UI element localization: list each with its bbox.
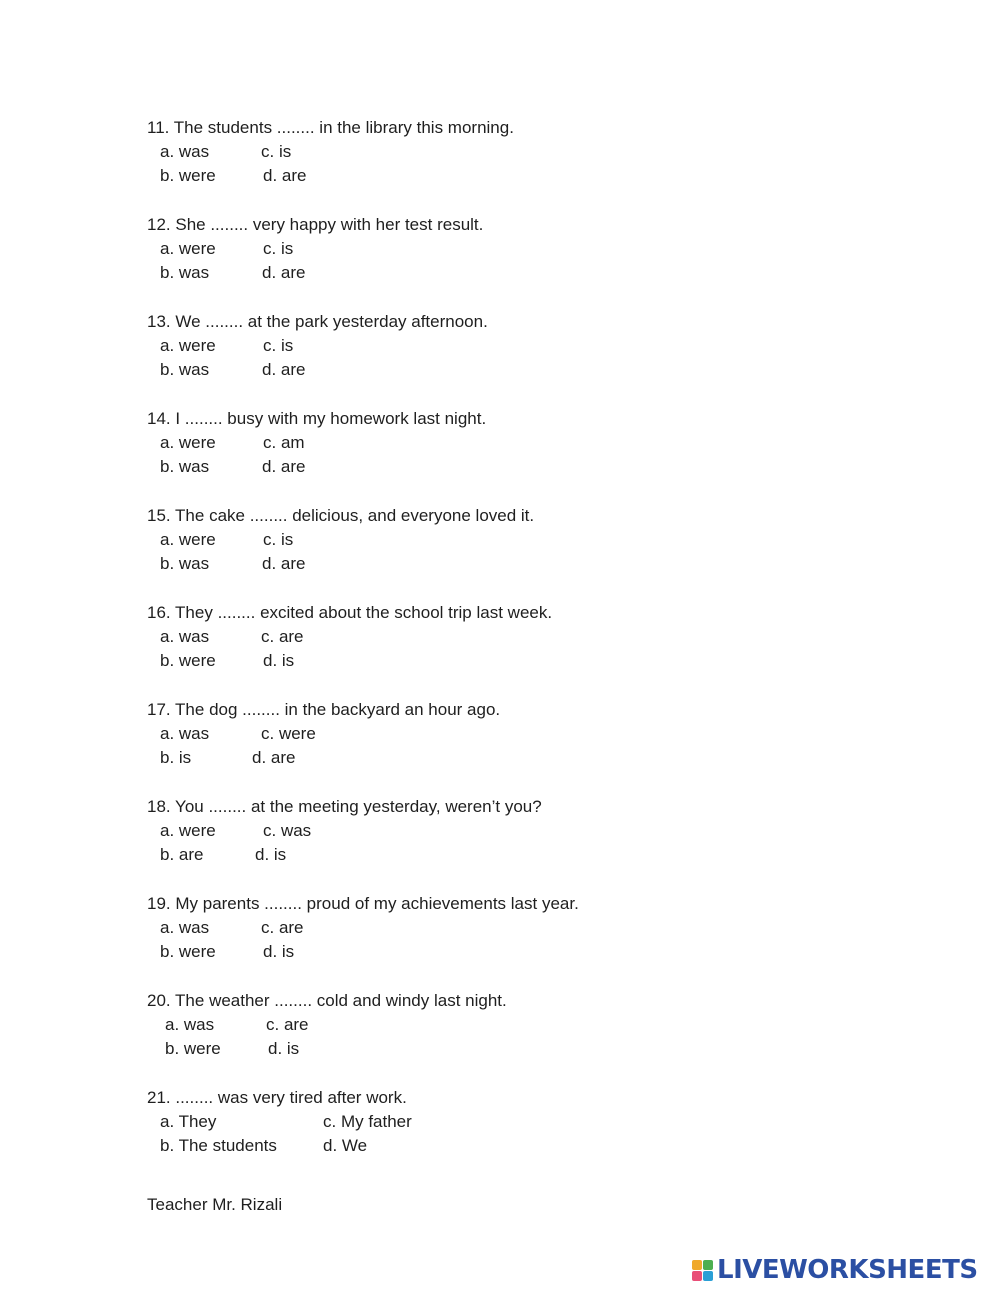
options-row-2 [147, 261, 847, 285]
brand-name: LIVEWORKSHEETS [717, 1255, 978, 1285]
logo-square-2 [703, 1260, 713, 1270]
options-row-2 [147, 649, 847, 673]
options-row-2 [147, 940, 847, 964]
option-c[interactable]: c. am [263, 433, 305, 452]
question-text: 17. The dog ........ in the backyard an hour ago. [147, 700, 501, 719]
options-row-1 [147, 916, 847, 940]
question-14 [147, 407, 847, 504]
liveworksheets-brand[interactable] [692, 1255, 978, 1285]
question-text: 16. They ........ excited about the school trip last week. [147, 603, 553, 622]
option-c[interactable]: c. are [261, 918, 304, 937]
options-row-1 [147, 237, 847, 261]
option-a[interactable]: a. were [160, 530, 216, 549]
options-row-1 [147, 819, 847, 843]
option-d[interactable]: d. are [262, 360, 306, 379]
option-a[interactable]: a. was [160, 142, 210, 161]
question-text: 15. The cake ........ delicious, and everyone loved it. [147, 506, 535, 525]
option-c[interactable]: c. is [263, 239, 294, 258]
question-11 [147, 116, 847, 213]
option-d[interactable]: d. is [268, 1039, 300, 1058]
option-a[interactable]: a. was [160, 918, 210, 937]
option-b[interactable]: b. are [160, 845, 204, 864]
question-18 [147, 795, 847, 892]
options-row-1 [147, 431, 847, 455]
option-b[interactable]: b. were [160, 166, 216, 185]
option-c[interactable]: c. was [263, 821, 312, 840]
option-a[interactable]: a. They [160, 1112, 217, 1131]
option-d[interactable]: d. are [263, 166, 307, 185]
options-row-2 [147, 455, 847, 479]
option-b[interactable]: b. were [160, 651, 216, 670]
option-c[interactable]: c. were [261, 724, 316, 743]
option-c[interactable]: c. is [261, 142, 292, 161]
question-16 [147, 601, 847, 698]
logo-square-3 [692, 1271, 702, 1281]
option-a[interactable]: a. were [160, 239, 216, 258]
options-row-2 [147, 1037, 847, 1061]
options-row-2 [147, 843, 847, 867]
question-20 [147, 989, 847, 1086]
options-row-2 [147, 552, 847, 576]
option-c[interactable]: c. is [263, 530, 294, 549]
option-c[interactable]: c. is [263, 336, 294, 355]
option-d[interactable]: d. are [262, 263, 306, 282]
question-list [147, 116, 847, 1183]
option-a[interactable]: a. were [160, 433, 216, 452]
options-row-1 [147, 1013, 847, 1037]
question-17 [147, 698, 847, 795]
option-b[interactable]: b. The students [160, 1136, 277, 1155]
teacher-name: Teacher Mr. Rizali [147, 1195, 283, 1214]
option-c[interactable]: c. are [266, 1015, 309, 1034]
question-12 [147, 213, 847, 310]
question-21 [147, 1086, 847, 1183]
question-text: 11. The students ........ in the library this morning. [147, 118, 514, 137]
option-b[interactable]: b. were [165, 1039, 221, 1058]
option-a[interactable]: a. were [160, 821, 216, 840]
option-a[interactable]: a. was [160, 627, 210, 646]
question-text: 14. I ........ busy with my homework last night. [147, 409, 487, 428]
question-text: 21. ........ was very tired after work. [147, 1088, 407, 1107]
question-15 [147, 504, 847, 601]
question-text: 13. We ........ at the park yesterday afternoon. [147, 312, 488, 331]
options-row-1 [147, 140, 847, 164]
option-b[interactable]: b. was [160, 263, 210, 282]
question-13 [147, 310, 847, 407]
options-row-1 [147, 528, 847, 552]
options-row-2 [147, 164, 847, 188]
liveworksheets-logo-icon [692, 1260, 713, 1281]
options-row-1 [147, 334, 847, 358]
option-d[interactable]: d. are [262, 457, 306, 476]
option-d[interactable]: d. is [263, 651, 295, 670]
question-19 [147, 892, 847, 989]
question-text: 18. You ........ at the meeting yesterday, weren’t you? [147, 797, 542, 816]
option-d[interactable]: d. is [263, 942, 295, 961]
question-text: 19. My parents ........ proud of my achievements last year. [147, 894, 579, 913]
options-row-2 [147, 1134, 847, 1158]
option-b[interactable]: b. is [160, 748, 192, 767]
option-d[interactable]: d. are [252, 748, 296, 767]
logo-square-4 [703, 1271, 713, 1281]
option-b[interactable]: b. were [160, 942, 216, 961]
option-d[interactable]: d. is [255, 845, 287, 864]
options-row-2 [147, 746, 847, 770]
option-c[interactable]: c. My father [323, 1112, 412, 1131]
options-row-1 [147, 1110, 847, 1134]
options-row-1 [147, 625, 847, 649]
question-text: 12. She ........ very happy with her test result. [147, 215, 484, 234]
option-b[interactable]: b. was [160, 360, 210, 379]
option-d[interactable]: d. We [323, 1136, 368, 1155]
option-d[interactable]: d. are [262, 554, 306, 573]
option-c[interactable]: c. are [261, 627, 304, 646]
option-a[interactable]: a. was [165, 1015, 215, 1034]
options-row-2 [147, 358, 847, 382]
option-b[interactable]: b. was [160, 554, 210, 573]
logo-square-1 [692, 1260, 702, 1270]
question-text: 20. The weather ........ cold and windy last night. [147, 991, 507, 1010]
option-b[interactable]: b. was [160, 457, 210, 476]
options-row-1 [147, 722, 847, 746]
option-a[interactable]: a. were [160, 336, 216, 355]
option-a[interactable]: a. was [160, 724, 210, 743]
